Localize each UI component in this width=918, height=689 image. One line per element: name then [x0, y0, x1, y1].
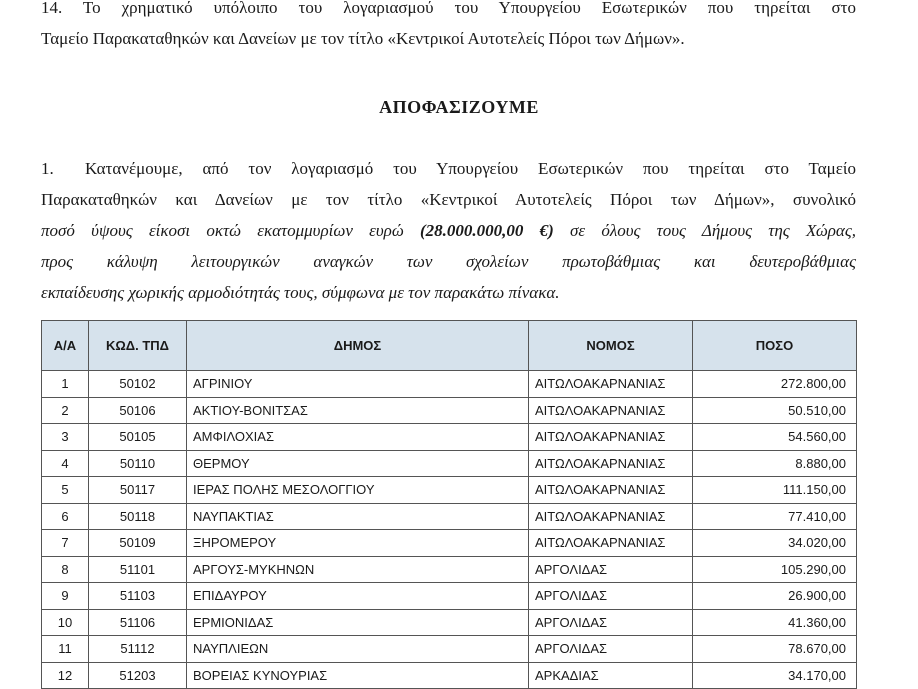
paragraph-1-line-5: εκπαίδευσης χωρικής αρμοδιότητάς τους, σύμφωνα με τον παρακάτω πίνακα. — [41, 283, 560, 302]
row-number: 8 — [42, 556, 89, 583]
row-amount: 26.900,00 — [693, 583, 857, 610]
paragraph-1-line-2: Παρακαταθηκών και Δανείων με τον τίτλο «Κεντρικοί Αυτοτελείς Πόροι των Δήμων», συνολικό — [41, 190, 856, 209]
row-number: 2 — [42, 397, 89, 424]
row-prefecture: ΑΡΓΟΛΙΔΑΣ — [529, 609, 693, 636]
row-amount: 8.880,00 — [693, 450, 857, 477]
row-code: 50110 — [89, 450, 187, 477]
row-amount: 111.150,00 — [693, 477, 857, 504]
paragraph-1-text: Κατανέμουμε, από τον λογαριασμό του Υπουργείου Εσωτερικών που τηρείται στο Ταμείο — [85, 159, 856, 178]
table-row — [42, 609, 857, 636]
row-number: 3 — [42, 424, 89, 451]
paragraph-14-line: Ταμείο Παρακαταθηκών και Δανείων με τον τίτλο «Κεντρικοί Αυτοτελείς Πόροι των Δήμων». — [41, 29, 685, 48]
row-code: 50109 — [89, 530, 187, 557]
header-prefecture: ΝΟΜΟΣ — [529, 321, 693, 371]
row-number: 1 — [42, 371, 89, 398]
row-amount: 41.360,00 — [693, 609, 857, 636]
header-amount: ΠΟΣΟ — [693, 321, 857, 371]
table-row — [42, 662, 857, 689]
row-municipality: ΕΠΙΔΑΥΡΟΥ — [187, 583, 529, 610]
row-code: 50102 — [89, 371, 187, 398]
row-prefecture: ΑΙΤΩΛΟΑΚΑΡΝΑΝΙΑΣ — [529, 424, 693, 451]
row-number: 4 — [42, 450, 89, 477]
row-municipality: ΞΗΡΟΜΕΡΟΥ — [187, 530, 529, 557]
row-code: 51112 — [89, 636, 187, 663]
row-prefecture: ΑΡΚΑΔΙΑΣ — [529, 662, 693, 689]
row-code: 50105 — [89, 424, 187, 451]
table-row — [42, 450, 857, 477]
table-body — [42, 371, 857, 689]
row-prefecture: ΑΡΓΟΛΙΔΑΣ — [529, 636, 693, 663]
table-row — [42, 397, 857, 424]
total-amount: (28.000.000,00 €) — [419, 221, 554, 240]
paragraph-1 — [41, 153, 856, 308]
allocation-table — [41, 320, 857, 689]
row-number: 12 — [42, 662, 89, 689]
row-municipality: ΙΕΡΑΣ ΠΟΛΗΣ ΜΕΣΟΛΟΓΓΙΟΥ — [187, 477, 529, 504]
row-code: 51203 — [89, 662, 187, 689]
row-municipality: ΝΑΥΠΛΙΕΩΝ — [187, 636, 529, 663]
table-row — [42, 371, 857, 398]
row-municipality: ΒΟΡΕΙΑΣ ΚΥΝΟΥΡΙΑΣ — [187, 662, 529, 689]
row-amount: 272.800,00 — [693, 371, 857, 398]
row-municipality: ΑΚΤΙΟΥ-ΒΟΝΙΤΣΑΣ — [187, 397, 529, 424]
row-prefecture: ΑΙΤΩΛΟΑΚΑΡΝΑΝΙΑΣ — [529, 503, 693, 530]
row-prefecture: ΑΙΤΩΛΟΑΚΑΡΝΑΝΙΑΣ — [529, 477, 693, 504]
paragraph-1-line-1 — [41, 153, 856, 184]
row-prefecture: ΑΡΓΟΛΙΔΑΣ — [529, 583, 693, 610]
header-aa: Α/Α — [42, 321, 89, 371]
table-row — [42, 583, 857, 610]
row-amount: 50.510,00 — [693, 397, 857, 424]
row-amount: 54.560,00 — [693, 424, 857, 451]
row-amount: 34.020,00 — [693, 530, 857, 557]
row-number: 10 — [42, 609, 89, 636]
decision-heading: ΑΠΟΦΑΣΙΖΟΥΜΕ — [379, 97, 539, 117]
row-code: 51106 — [89, 609, 187, 636]
row-code: 50117 — [89, 477, 187, 504]
row-amount: 34.170,00 — [693, 662, 857, 689]
table-row — [42, 636, 857, 663]
paragraph-1-line-4: προς κάλυψη λειτουργικών αναγκών των σχολείων πρωτοβάθμιας και δευτεροβάθμιας — [41, 252, 856, 271]
row-prefecture: ΑΡΓΟΛΙΔΑΣ — [529, 556, 693, 583]
table-header-row — [42, 321, 857, 371]
paragraph-number: 1. — [41, 159, 54, 178]
table-row — [42, 503, 857, 530]
row-municipality: ΝΑΥΠΑΚΤΙΑΣ — [187, 503, 529, 530]
row-amount: 77.410,00 — [693, 503, 857, 530]
row-municipality: ΑΜΦΙΛΟΧΙΑΣ — [187, 424, 529, 451]
paragraph-1-line-3 — [41, 215, 856, 246]
header-municipality: ΔΗΜΟΣ — [187, 321, 529, 371]
table-row — [42, 424, 857, 451]
paragraph-1-text: ποσό ύψους είκοσι οκτώ εκατομμυρίων ευρώ — [41, 221, 404, 240]
row-prefecture: ΑΙΤΩΛΟΑΚΑΡΝΑΝΙΑΣ — [529, 450, 693, 477]
table-row — [42, 556, 857, 583]
row-number: 11 — [42, 636, 89, 663]
row-amount: 105.290,00 — [693, 556, 857, 583]
header-code: ΚΩΔ. ΤΠΔ — [89, 321, 187, 371]
row-code: 50106 — [89, 397, 187, 424]
row-code: 50118 — [89, 503, 187, 530]
row-prefecture: ΑΙΤΩΛΟΑΚΑΡΝΑΝΙΑΣ — [529, 397, 693, 424]
row-number: 7 — [42, 530, 89, 557]
row-municipality: ΘΕΡΜΟΥ — [187, 450, 529, 477]
row-prefecture: ΑΙΤΩΛΟΑΚΑΡΝΑΝΙΑΣ — [529, 530, 693, 557]
row-code: 51101 — [89, 556, 187, 583]
row-municipality: ΑΓΡΙΝΙΟΥ — [187, 371, 529, 398]
paragraph-14 — [41, 0, 856, 54]
paragraph-14-line: 14. Το χρηματικό υπόλοιπο του λογαριασμού του Υπουργείου Εσωτερικών που τηρείται στο — [41, 0, 856, 17]
row-municipality: ΕΡΜΙΟΝΙΔΑΣ — [187, 609, 529, 636]
row-number: 9 — [42, 583, 89, 610]
table-row — [42, 477, 857, 504]
row-number: 6 — [42, 503, 89, 530]
row-code: 51103 — [89, 583, 187, 610]
paragraph-1-text: σε όλους τους Δήμους της Χώρας, — [570, 221, 856, 240]
row-municipality: ΑΡΓΟΥΣ-ΜΥΚΗΝΩΝ — [187, 556, 529, 583]
table-row — [42, 530, 857, 557]
row-amount: 78.670,00 — [693, 636, 857, 663]
row-number: 5 — [42, 477, 89, 504]
row-prefecture: ΑΙΤΩΛΟΑΚΑΡΝΑΝΙΑΣ — [529, 371, 693, 398]
